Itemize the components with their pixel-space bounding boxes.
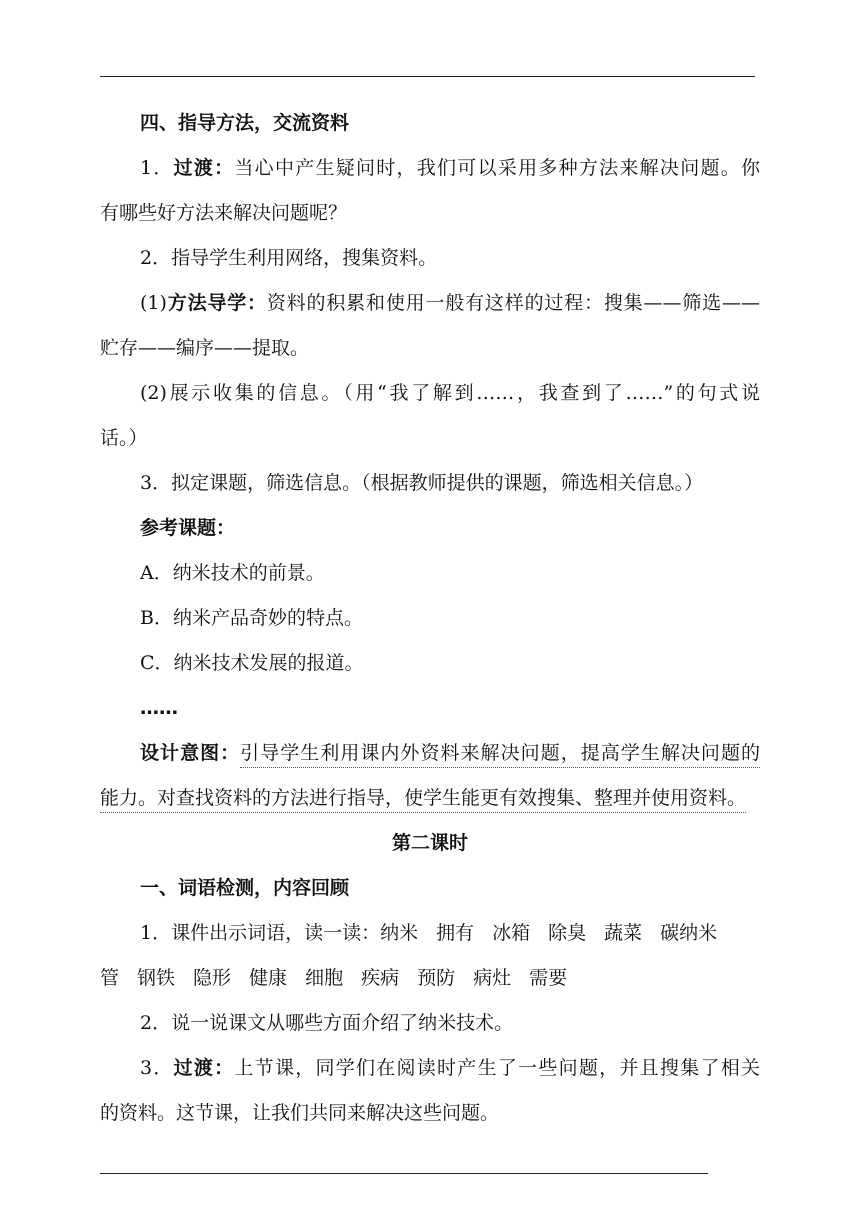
design-intent-cont: [100, 787, 760, 809]
item-text: 资料的积累和使用一般有这样的过程：搜集——筛选——: [266, 292, 760, 314]
vocab-word: 预防: [417, 967, 456, 989]
vocab-word: 蔬菜: [604, 922, 643, 944]
header-rule: [100, 76, 755, 77]
design-intent-text: 能力。对查找资料的方法进行指导，使学生能更有效搜集、整理并使用资料。: [100, 787, 746, 813]
item-text: 当心中产生疑问时，我们可以采用多种方法来解决问题。你: [234, 157, 760, 179]
lesson-title: [100, 832, 760, 854]
section-heading-text: 四、指导方法，交流资料: [140, 112, 350, 134]
item-label: 方法导学：: [166, 292, 267, 314]
item-text: (2)展示收集的信息。（用“我了解到……，我查到了……”的句式说: [140, 382, 760, 404]
vocab-word: 碳纳米: [660, 922, 718, 944]
paragraph-item1: [140, 157, 760, 179]
section-heading: [140, 112, 760, 134]
vocab-line-1: [140, 922, 760, 944]
item-text: B．纳米产品奇妙的特点。: [140, 607, 363, 629]
lesson-heading: [140, 877, 760, 899]
item-text: 话。）: [100, 427, 148, 449]
paragraph-sub2: [140, 382, 760, 404]
item-text: 2．说一说课文从哪些方面介绍了纳米技术。: [140, 1012, 514, 1034]
item-text: 贮存——编序——提取。: [100, 337, 310, 359]
item-number: (1): [140, 292, 167, 314]
item-text: 2．指导学生利用网络，搜集资料。: [140, 247, 438, 269]
paragraph-item2: [140, 247, 760, 269]
lesson-item3-cont: [100, 1102, 760, 1124]
lesson-heading-text: 一、词语检测，内容回顾: [140, 877, 350, 899]
vocab-word: 健康: [249, 967, 288, 989]
item-text: 1．课件出示词语，读一读：: [140, 922, 381, 944]
paragraph-item1-cont: [100, 202, 760, 224]
design-intent-label: 设计意图：: [140, 742, 241, 764]
item-text: 3．拟定课题，筛选信息。（根据教师提供的课题，筛选相关信息。）: [140, 472, 704, 494]
design-intent-text: 引导学生利用课内外资料来解决问题，提高学生解决问题的: [240, 742, 760, 768]
ellipsis-text: ……: [140, 697, 178, 719]
vocab-word: 需要: [529, 967, 568, 989]
reference-ellipsis: [140, 697, 760, 719]
paragraph-sub2-cont: [100, 427, 760, 449]
lesson-item2: [140, 1012, 760, 1034]
vocab-line-2: [100, 967, 760, 989]
footer-rule: [100, 1173, 708, 1174]
reference-label-text: 参考课题：: [140, 517, 236, 539]
item-text: 有哪些好方法来解决问题呢？: [100, 202, 348, 224]
item-text: C．纳米技术发展的报道。: [140, 652, 364, 674]
paragraph-item3: [140, 472, 760, 494]
lesson-item3: [140, 1057, 760, 1079]
vocab-word: 纳米: [380, 922, 419, 944]
vocab-word: 除臭: [548, 922, 587, 944]
vocab-word: 钢铁: [137, 967, 176, 989]
vocab-word: 疾病: [361, 967, 400, 989]
reference-item-c: [140, 652, 760, 674]
vocab-word: 病灶: [473, 967, 512, 989]
paragraph-sub1-cont: [100, 337, 760, 359]
vocab-word: 冰箱: [492, 922, 531, 944]
vocab-word: 隐形: [193, 967, 232, 989]
item-text: A．纳米技术的前景。: [140, 562, 325, 584]
paragraph-sub1: [140, 292, 760, 314]
item-text: 上节课，同学们在阅读时产生了一些问题，并且搜集了相关: [234, 1057, 760, 1079]
reference-label: [140, 517, 760, 539]
vocab-word: 拥有: [436, 922, 475, 944]
reference-item-b: [140, 607, 760, 629]
item-label: 过渡：: [173, 1057, 235, 1079]
lesson-title-text: 第二课时: [391, 832, 468, 854]
vocab-word: 管: [100, 967, 120, 989]
vocab-word: 细胞: [305, 967, 344, 989]
reference-item-a: [140, 562, 760, 584]
item-text: 的资料。这节课，让我们共同来解决这些问题。: [100, 1102, 500, 1124]
item-number: 3．: [140, 1057, 174, 1079]
design-intent: [140, 742, 760, 764]
item-number: 1．: [140, 157, 174, 179]
item-label: 过渡：: [173, 157, 235, 179]
